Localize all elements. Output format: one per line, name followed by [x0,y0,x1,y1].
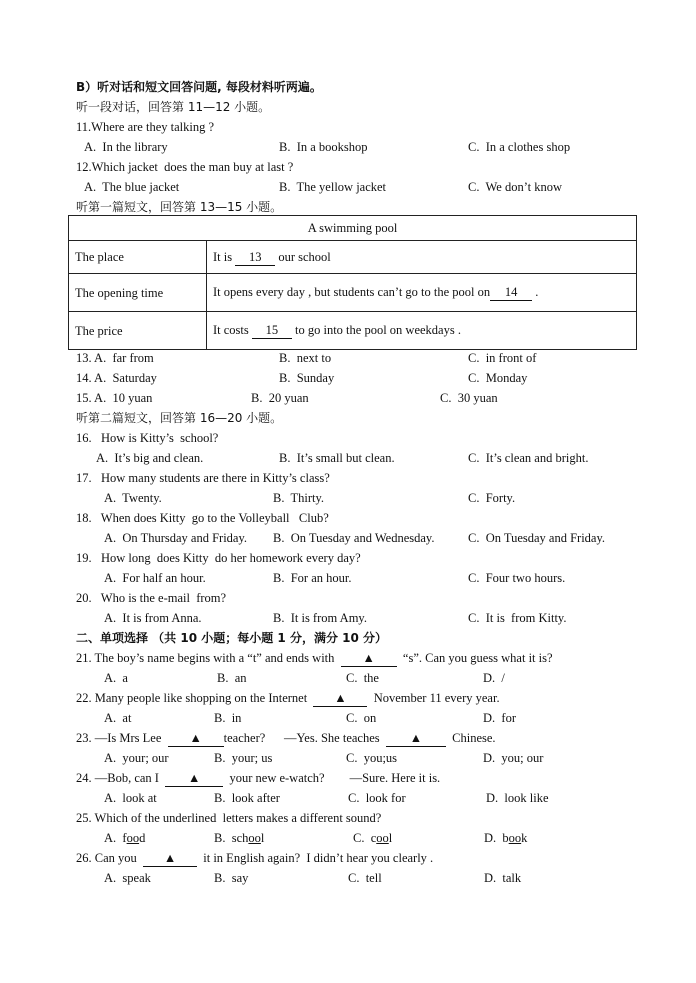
blank-15: 15 [252,322,292,339]
option-19b: B. For an hour. [273,571,352,585]
option-23c: C. you;us [346,751,398,765]
option-11a: A. In the library [84,140,168,154]
section-b-intro-2: 听第一篇短文，回答第 13—15 小题。 [76,200,283,214]
blank-22: ▲ [313,690,367,707]
option-17b: B. Thirty. [273,491,325,505]
blank-24: ▲ [165,770,223,787]
question-22: 22. Many people like shopping on the Internet ▲ November 11 every year. [76,691,500,705]
option-20c: C. It is from Kitty. [468,611,567,625]
option-23d: D. you; our [483,751,544,765]
option-22a: A. at [104,711,132,725]
option-23a: A. your; our [104,751,169,765]
blank-23b: ▲ [386,730,446,747]
section-b-heading: B）听对话和短文回答问题, 每段材料听两遍。 [76,80,322,94]
option-20a: A. It is from Anna. [104,611,202,625]
option-18a: A. On Thursday and Friday. [104,531,248,545]
option-15b: B. 20 yuan [251,391,309,405]
option-21a: A. a [104,671,128,685]
option-26d: D. talk [484,871,522,885]
blank-23a: ▲ [168,730,224,747]
option-16c: C. It’s clean and bright. [468,451,589,465]
option-16a: A. It’s big and clean. [96,451,204,465]
option-24b: B. look after [214,791,280,805]
option-21b: B. an [217,671,247,685]
option-17c: C. Forty. [468,491,516,505]
question-26: 26. Can you ▲ it in English again? I didn’t hear you clearly . [76,851,434,865]
option-14c: C. Monday [468,371,528,385]
table-value-opening-time: It opens every day , but students can’t go to the pool on 14 . [207,274,637,312]
question-24: 24. —Bob, can I ▲ your new e-watch? —Sure. Here it is. [76,771,441,785]
option-25b: B. school [214,831,265,845]
option-19a: A. For half an hour. [104,571,206,585]
option-19c: C. Four two hours. [468,571,566,585]
swimming-pool-table [68,215,637,350]
question-11: 11.Where are they talking ? [76,120,215,134]
blank-14: 14 [490,284,532,301]
option-12b: B. The yellow jacket [279,180,387,194]
option-25d: D. book [484,831,528,845]
question-18: 18. When does Kitty go to the Volleyball Club? [76,511,329,525]
option-11b: B. In a bookshop [279,140,368,154]
option-17a: A. Twenty. [104,491,162,505]
blank-13: 13 [235,249,275,266]
question-12: 12.Which jacket does the man buy at last ? [76,160,294,174]
option-15a: 15. A. 10 yuan [76,391,153,405]
option-26b: B. say [214,871,249,885]
option-21d: D. / [483,671,505,685]
option-12a: A. The blue jacket [84,180,180,194]
option-18c: C. On Tuesday and Friday. [468,531,606,545]
option-21c: C. the [346,671,379,685]
section-2-heading: 二、单项选择 （共 10 小题；每小题 1 分，满分 10 分） [76,631,387,645]
table-title: A swimming pool [69,216,637,241]
section-b-intro-3: 听第二篇短文，回答第 16—20 小题。 [76,411,283,425]
table-label-place: The place [69,241,207,274]
option-22b: B. in [214,711,242,725]
question-16: 16. How is Kitty’s school? [76,431,219,445]
table-label-price: The price [69,312,207,350]
option-15c: C. 30 yuan [440,391,498,405]
option-24d: D. look like [486,791,549,805]
table-value-price: It costs 15 to go into the pool on weekdays . [207,312,637,350]
table-value-place: It is 13 our school [207,241,637,274]
question-19: 19. How long does Kitty do her homework every day? [76,551,361,565]
section-b-intro-1: 听一段对话，回答第 11—12 小题。 [76,100,271,114]
option-13c: C. in front of [468,351,537,365]
question-25: 25. Which of the underlined letters makes a different sound? [76,811,382,825]
option-25c: C. cool [353,831,393,845]
option-26a: A. speak [104,871,151,885]
option-20b: B. It is from Amy. [273,611,367,625]
option-14a: 14. A. Saturday [76,371,157,385]
option-13b: B. next to [279,351,332,365]
option-24c: C. look for [348,791,406,805]
option-23b: B. your; us [214,751,273,765]
blank-26: ▲ [143,850,197,867]
option-11c: C. In a clothes shop [468,140,571,154]
blank-21: ▲ [341,650,397,667]
option-26c: C. tell [348,871,382,885]
table-label-opening-time: The opening time [69,274,207,312]
question-17: 17. How many students are there in Kitty’s class? [76,471,330,485]
question-23: 23. —Is Mrs Lee ▲ teacher? —Yes. She teaches ▲ Chinese. [76,731,496,745]
question-20: 20. Who is the e-mail from? [76,591,227,605]
option-16b: B. It’s small but clean. [279,451,395,465]
option-18b: B. On Tuesday and Wednesday. [273,531,435,545]
option-14b: B. Sunday [279,371,335,385]
option-25a: A. food [104,831,146,845]
option-13a: 13. A. far from [76,351,154,365]
option-12c: C. We don’t know [468,180,563,194]
option-24a: A. look at [104,791,157,805]
option-22c: C. on [346,711,377,725]
question-21: 21. The boy’s name begins with a “t” and ends with ▲ “s”. Can you guess what it is? [76,651,553,665]
option-22d: D. for [483,711,516,725]
